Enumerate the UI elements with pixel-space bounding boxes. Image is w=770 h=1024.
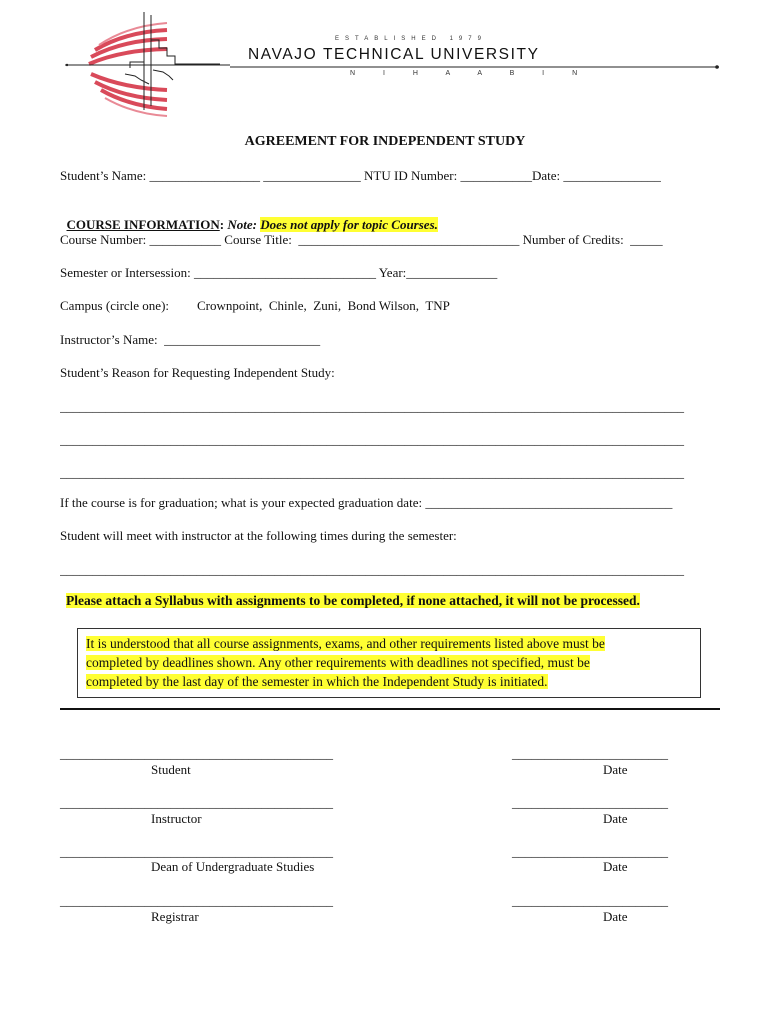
course-info-label: COURSE INFORMATION	[66, 217, 220, 232]
campus-label: Campus (circle one):	[60, 298, 170, 313]
divider	[60, 708, 720, 710]
course-info-colon: :	[219, 217, 228, 232]
student-date-label: Date	[603, 762, 628, 777]
dean-signature-line[interactable]: __________________________________________	[60, 844, 333, 859]
notice-line: It is understood that all course assignments, exams, and other requirements listed above must be	[86, 636, 605, 651]
campus-options[interactable]: Crownpoint, Chinle, Zuni, Bond Wilson, TNP	[197, 298, 450, 313]
notice-line: completed by the last day of the semester in which the Independent Study is initiated.	[86, 674, 548, 689]
dean-signature-label: Dean of Undergraduate Studies	[151, 859, 315, 874]
semester-line[interactable]: Semester or Intersession: ____________________________ Year:______________	[60, 265, 498, 280]
reason-label: Student’s Reason for Requesting Independent Study:	[60, 365, 335, 380]
logo-mark-icon	[55, 10, 725, 120]
meeting-times-label: Student will meet with instructor at the following times during the semester:	[60, 528, 457, 543]
established-text: ESTABLISHED 1979	[335, 36, 487, 42]
dean-date-label: Date	[603, 859, 628, 874]
graduation-date-line[interactable]: If the course is for graduation; what is your expected graduation date: ______________________________________	[60, 495, 673, 510]
instructor-name-line[interactable]: Instructor’s Name: ________________________	[60, 332, 321, 347]
registrar-date-label: Date	[603, 909, 628, 924]
course-info-heading	[60, 201, 438, 233]
student-date-line[interactable]: ________________________	[512, 746, 668, 761]
registrar-signature-line[interactable]: __________________________________________	[60, 893, 333, 908]
instructor-date-line[interactable]: ________________________	[512, 795, 668, 810]
registrar-date-line[interactable]: ________________________	[512, 893, 668, 908]
university-name: NAVAJO TECHNICAL UNIVERSITY	[248, 46, 540, 63]
note-label: Note:	[227, 217, 261, 232]
course-line[interactable]: Course Number: ___________ Course Title: __________________________________ Number of Credits: _____	[60, 232, 663, 247]
notice-line: completed by deadlines shown. Any other requirements with deadlines not specified, must be	[86, 655, 590, 670]
understanding-notice-box	[77, 628, 701, 698]
dean-date-line[interactable]: ________________________	[512, 844, 668, 859]
reason-blank-line-2[interactable]: ________________________________________________________________________________________________	[60, 432, 684, 447]
attach-syllabus-notice: Please attach a Syllabus with assignments to be completed, if none attached, it will not be processed.	[66, 593, 640, 608]
student-signature-line[interactable]: __________________________________________	[60, 746, 333, 761]
note-text: Does not apply for topic Courses.	[260, 217, 438, 232]
meeting-times-line[interactable]: ________________________________________________________________________________________________	[60, 562, 684, 577]
student-name-line[interactable]: Student’s Name: _________________ _______________ NTU ID Number: ___________Date: _______________	[60, 168, 661, 183]
student-signature-label: Student	[151, 762, 191, 777]
reason-blank-line-1[interactable]: ________________________________________________________________________________________________	[60, 399, 684, 414]
instructor-signature-label: Instructor	[151, 811, 202, 826]
reason-blank-line-3[interactable]: ________________________________________________________________________________________________	[60, 465, 684, 480]
registrar-signature-label: Registrar	[151, 909, 199, 924]
page-title: AGREEMENT FOR INDEPENDENT STUDY	[244, 134, 526, 149]
navajo-subtitle: N I H A A B I N	[350, 70, 591, 77]
instructor-date-label: Date	[603, 811, 628, 826]
university-logo	[55, 10, 725, 120]
instructor-signature-line[interactable]: __________________________________________	[60, 795, 333, 810]
